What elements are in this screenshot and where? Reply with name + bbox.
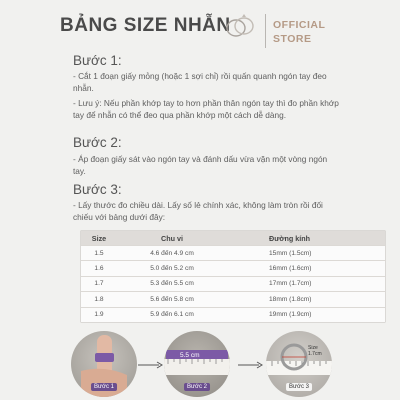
table-header-row — [81, 231, 385, 246]
table-row — [81, 307, 385, 322]
column-header-diameter: Đường kính — [227, 231, 385, 246]
table-row — [81, 261, 385, 276]
cell-circumference: 4.6 đến 4.9 cm — [117, 246, 227, 261]
step-1-illustration-label: Bước 1 — [91, 383, 117, 391]
step-1-paragraph-1: - Cắt 1 đoạn giấy mỏng (hoặc 1 sợi chỉ) rồi quấn quanh ngón tay đeo nhẫn. — [73, 71, 327, 93]
page-title: BẢNG SIZE NHẪN — [60, 15, 231, 36]
step-2-illustration-label: Bước 2 — [184, 383, 210, 391]
cell-diameter: 19mm (1.9cm) — [227, 307, 385, 322]
arrow-right-icon — [137, 361, 163, 369]
official-label: OFFICIAL — [273, 19, 326, 31]
step-1-heading: Bước 1: — [73, 53, 122, 68]
cell-size: 1.8 — [81, 292, 117, 307]
header-divider — [265, 14, 266, 48]
step-3-illustration — [266, 331, 332, 397]
step-2-heading: Bước 2: — [73, 135, 122, 150]
size-callout-label: Size — [308, 345, 318, 351]
cell-size: 1.7 — [81, 276, 117, 291]
cell-size: 1.6 — [81, 261, 117, 276]
store-label: STORE — [273, 33, 312, 45]
step-1-illustration — [71, 331, 137, 397]
table-row — [81, 276, 385, 291]
cell-diameter: 16mm (1.6cm) — [227, 261, 385, 276]
cell-diameter: 17mm (1.7cm) — [227, 276, 385, 291]
step-1-paragraph-2: - Lưu ý: Nếu phần khớp tay to hơn phần thân ngón tay thì đo phần khớp tay để nhẫn có thể đeo qua phần khớp một cách dễ dàng. — [73, 98, 339, 120]
ruler-value-text: 5.5 cm — [180, 352, 200, 359]
arrow-right-icon — [237, 361, 263, 369]
header — [0, 0, 400, 50]
size-callout-value: 1.7cm — [308, 351, 322, 357]
step-3-paragraph-1: - Lấy thước đo chiều dài. Lấy số lẻ chính xác, không làm tròn rồi đối chiếu với bảng dưới đây: — [73, 200, 323, 222]
cell-size: 1.9 — [81, 307, 117, 322]
table-row — [81, 246, 385, 261]
step-3-heading: Bước 3: — [73, 182, 122, 197]
cell-diameter: 15mm (1.5cm) — [227, 246, 385, 261]
ring-size-table — [81, 231, 385, 322]
cell-circumference: 5.0 đến 5.2 cm — [117, 261, 227, 276]
table-row — [81, 292, 385, 307]
step-2-illustration — [164, 331, 230, 397]
column-header-circumference: Chu vi — [117, 231, 227, 246]
rings-logo-icon — [223, 13, 257, 41]
cell-circumference: 5.3 đến 5.5 cm — [117, 276, 227, 291]
cell-circumference: 5.6 đến 5.8 cm — [117, 292, 227, 307]
cell-circumference: 5.9 đến 6.1 cm — [117, 307, 227, 322]
step-3-illustration-label: Bước 3 — [286, 383, 312, 391]
step-2-paragraph-1: - Áp đoạn giấy sát vào ngón tay và đánh dấu vừa vặn một vòng ngón tay. — [73, 154, 328, 176]
cell-diameter: 18mm (1.8cm) — [227, 292, 385, 307]
column-header-size: Size — [81, 231, 117, 246]
cell-size: 1.5 — [81, 246, 117, 261]
